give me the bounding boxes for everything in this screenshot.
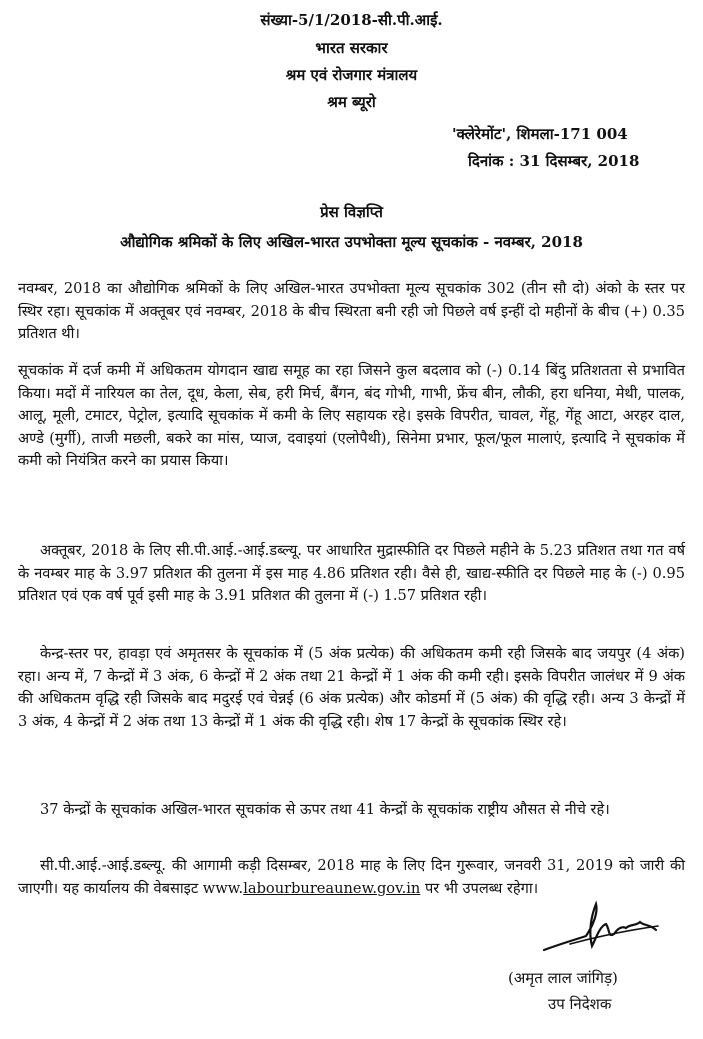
paragraph-2: सूचकांक में दर्ज कमी में अधिकतम योगदान खाद्य समूह का रहा जिसने कुल बदलाव को (-) 0.14 बिंदु प्रतिशतता से प्रभावित किया। मदों में नारियल का तेल, दूध, केला, सेब, हरी मिर्च, बैंगन, बंद गोभी, गाभी, फ्रेंच बीन, लौकी, हरा धनिया, मेथी, पालक, आलू, मूली, टमाटर, पेट्रोल, इत्यादि सूचकांक में कमी के लिए सहायक रहे। इसके विपरीत, चावल, गेंहू, गेंहू आटा, अरहर दाल, अण्डे (मुर्गी), ताजी मछली, बकरे का मांस, प्याज, दवाइयां (एलोपैथी), सिनेमा प्रभार, फूल/फूल मालाएं, इत्यादि ने सूचकांक में कमी को नियंत्रित करने का प्रयास किया। — [18, 362, 685, 470]
paragraph-4: केन्द्र-स्तर पर, हावड़ा एवं अमृतसर के सूचकांक में (5 अंक प्रत्येक) की अधिकतम कमी रही जिसके बाद जयपुर (4 अंक) रहा। अन्य में, 7 केन्द्रों में 3 अंक, 6 केन्द्रों में 2 अंक तथा 21 केन्द्रों में 1 अंक की कमी रही। इसके विपरीत जालंधर में 9 अंक की अधिकतम वृद्धि रही जिसके बाद मदुरई एवं चेन्नई (6 अंक प्रत्येक) और कोडर्मा में (5 अंक) की वृद्धि रही। अन्य 3 केन्द्रों में 3 अंक, 4 केन्द्रों में 2 अंक तथा 13 केन्द्रों में 1 अंक की वृद्धि रही। शेष 17 केन्द्रों के सूचकांक स्थिर रहे। — [18, 645, 685, 730]
reference-number: संख्या-5/1/2018-सी.पी.आई. — [260, 11, 443, 29]
signature — [540, 900, 660, 960]
website-link[interactable]: labourbureaunew.gov.in — [243, 879, 421, 897]
press-release-heading: प्रेस विज्ञप्ति — [320, 203, 383, 221]
paragraph-3: अक्तूबर, 2018 के लिए सी.पी.आई.-आई.डब्ल्यू. पर आधारित मुद्रास्फीति दर पिछले महीने के 5.23 प्रतिशत तथा गत वर्ष के नवम्बर माह के 3.97 प्रतिशत की तुलना में इस माह 4.86 प्रतिशत रही। वैसे ही, खाद्य-स्फीति दर पिछले माह के (-) 0.95 प्रतिशत एवं एक वर्ष पूर्व इसी माह के 3.91 प्रतिशत की तुलना में (-) 1.57 प्रतिशत रही। — [18, 542, 685, 605]
paragraph-1: नवम्बर, 2018 का औद्योगिक श्रमिकों के लिए अखिल-भारत उपभोक्ता मूल्य सूचकांक 302 (तीन सौ दो) अंको के स्तर पर स्थिर रहा। सूचकांक में अक्तूबर एवं नवम्बर, 2018 के बीच स्थिरता बनी रही जो पिछले वर्ष इन्हीं दो महीनों के बीच (+) 0.35 प्रतिशत थी। — [18, 280, 685, 343]
signatory-designation: उप निदेशक — [548, 995, 612, 1013]
signatory-name: (अमृत लाल जांगिड़) — [508, 969, 618, 987]
paragraph-6 — [18, 855, 685, 900]
paragraph-6-suffix: पर भी उपलब्ध रहेगा। — [420, 879, 539, 897]
address: 'क्लेरेमोंट', शिमला-171 004 — [452, 125, 628, 143]
subject-heading: औद्योगिक श्रमिकों के लिए अखिल-भारत उपभोक्ता मूल्य सूचकांक - नवम्बर, 2018 — [120, 233, 583, 251]
paragraph-6-text: सी.पी.आई.-आई.डब्ल्यू. की आगामी कड़ी दिसम्बर, 2018 माह के लिए दिन गुरूवार, जनवरी 31, 2019 को जारी की जाएगी। यह कार्यालय की वेबसाइट www. — [18, 857, 685, 897]
paragraph-5: 37 केन्द्रों के सूचकांक अखिल-भारत सूचकांक से ऊपर तथा 41 केन्द्रों के सूचकांक राष्ट्रीय औसत से नीचे रहे। — [40, 801, 610, 818]
date: दिनांक : 31 दिसम्बर, 2018 — [468, 152, 640, 170]
government-name: भारत सरकार — [315, 39, 388, 57]
bureau-name: श्रम ब्यूरो — [327, 93, 376, 111]
ministry-name: श्रम एवं रोजगार मंत्रालय — [285, 66, 418, 84]
